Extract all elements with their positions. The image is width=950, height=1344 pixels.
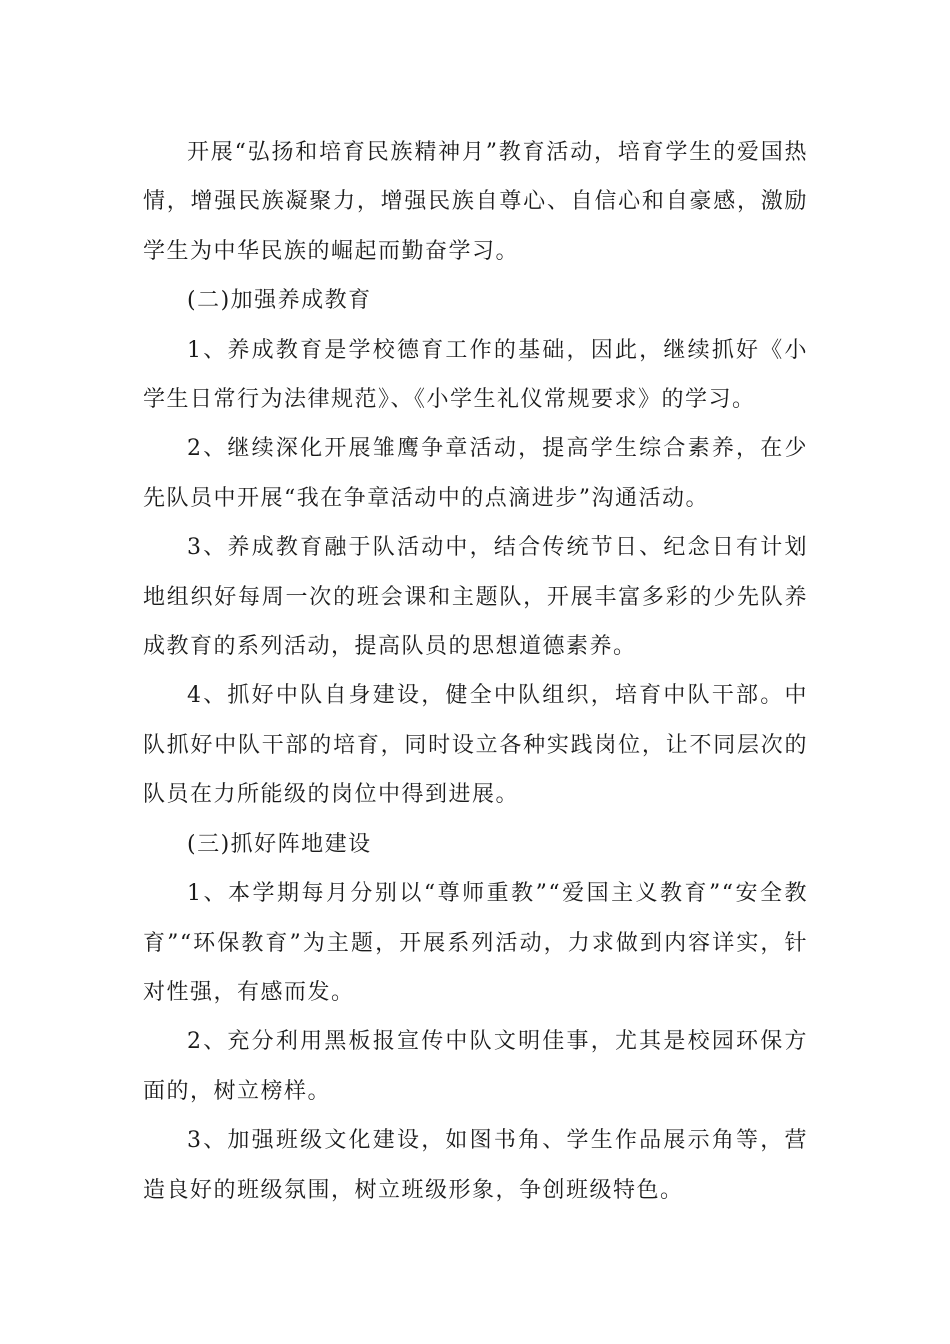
paragraph-position-2: 2、充分利用黑板报宣传中队文明佳事，尤其是校园环保方面的，树立榜样。 bbox=[143, 1029, 808, 1104]
paragraph-habit-3: 3、养成教育融于队活动中，结合传统节日、纪念日有计划地组织好每周一次的班会课和主题队，开展丰富多彩的少先队养成教育的系列活动，提高队员的思想道德素养。 bbox=[143, 535, 808, 660]
paragraph-habit-1: 1、养成教育是学校德育工作的基础，因此，继续抓好《小学生日常行为法律规范》、《小学生礼仪常规要求》的学习。 bbox=[143, 337, 808, 413]
paragraph-position-3: 3、加强班级文化建设，如图书角、学生作品展示角等，营造良好的班级氛围，树立班级形象，争创班级特色。 bbox=[143, 1128, 808, 1203]
paragraph-habit-4: 4、抓好中队自身建设，健全中队组织，培育中队干部。中队抓好中队干部的培育，同时设立各种实践岗位，让不同层次的队员在力所能级的岗位中得到进展。 bbox=[143, 683, 808, 808]
document-body bbox=[143, 128, 808, 1215]
section-heading-position-building: (三)抓好阵地建设 bbox=[187, 831, 372, 857]
paragraph-habit-2: 2、继续深化开展雏鹰争章活动，提高学生综合素养，在少先队员中开展“我在争章活动中的点滴进步”沟通活动。 bbox=[143, 436, 808, 511]
section-heading-habit-education: (二)加强养成教育 bbox=[187, 288, 372, 314]
paragraph-position-1: 1、本学期每月分别以“尊师重教”“爱国主义教育”“安全教育”“环保教育”为主题，开展系列活动，力求做到内容详实，针对性强，有感而发。 bbox=[143, 881, 808, 1005]
paragraph-spirit-month: 开展“弘扬和培育民族精神月”教育活动，培育学生的爱国热情，增强民族凝聚力，增强民族自尊心、自信心和自豪感，激励学生为中华民族的崛起而勤奋学习。 bbox=[143, 140, 808, 264]
